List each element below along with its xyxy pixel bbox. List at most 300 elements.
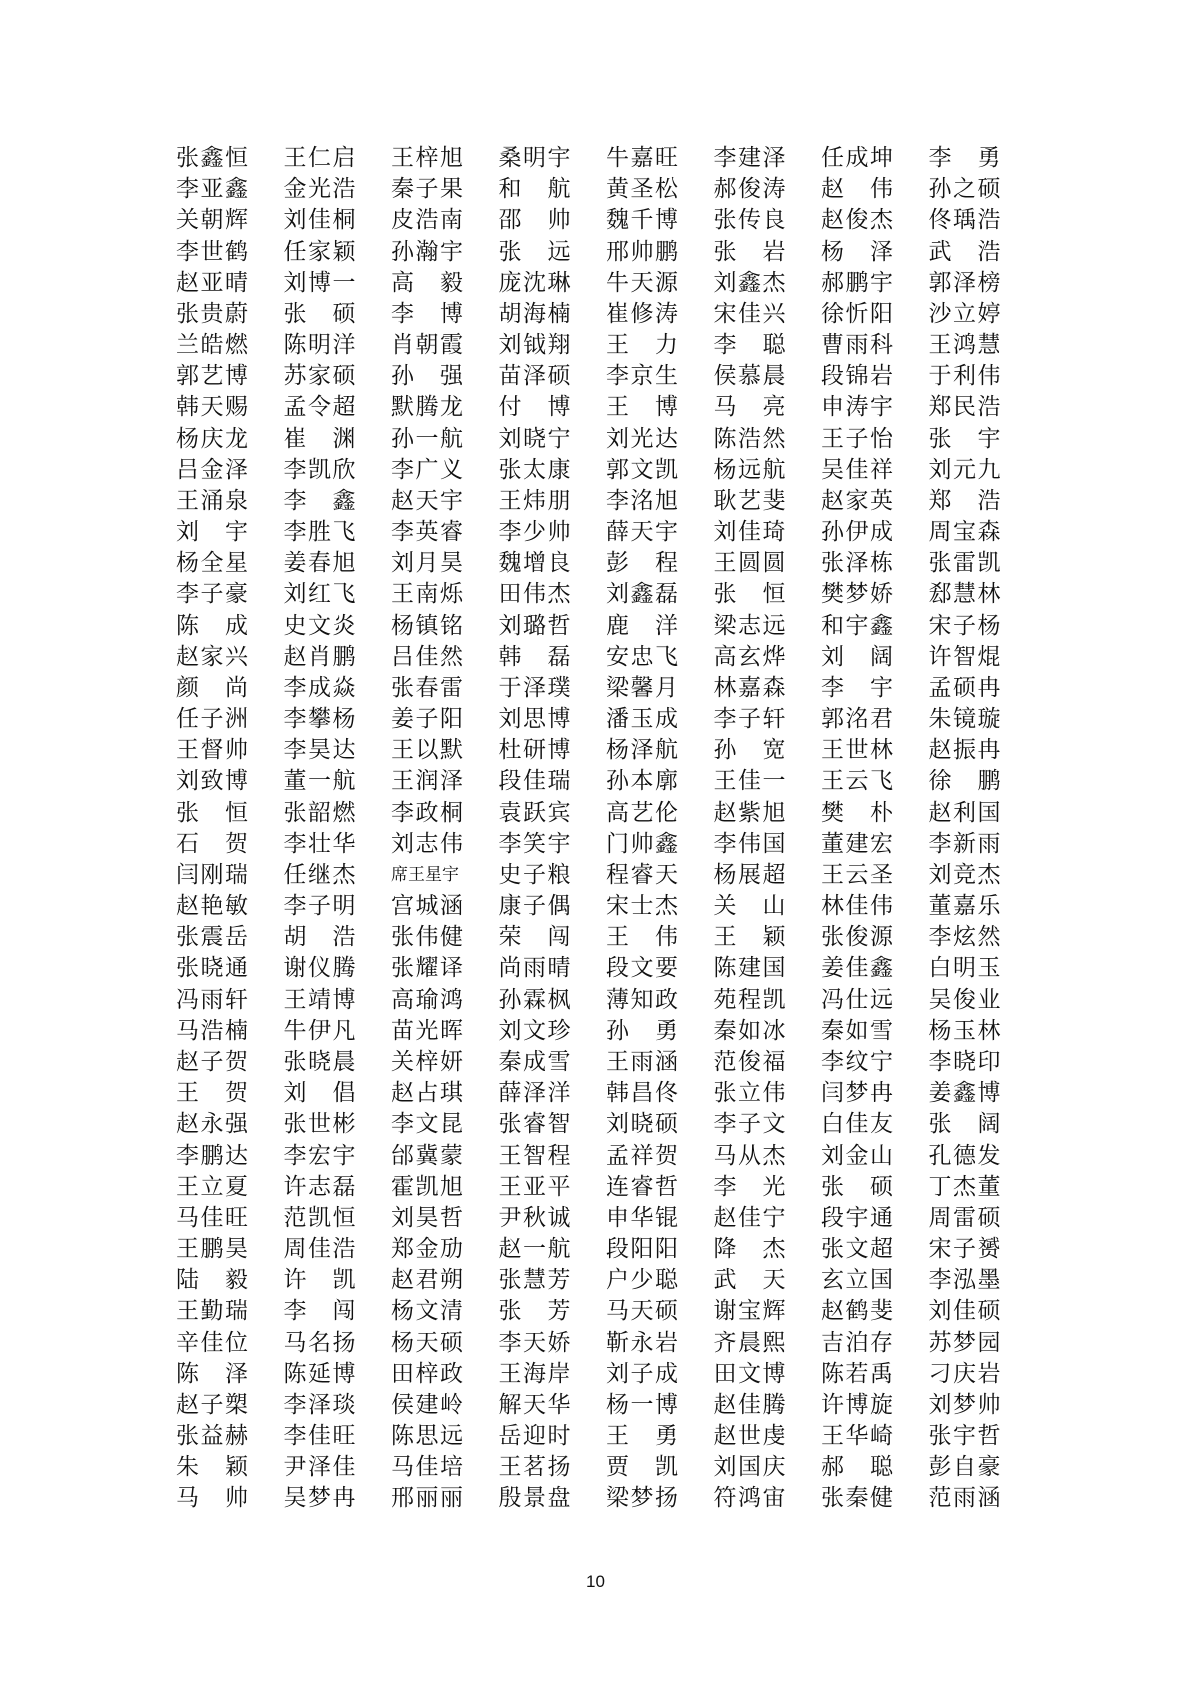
name-entry: 齐晨熙: [713, 1329, 786, 1356]
name-entry: 李新雨: [928, 830, 1001, 857]
name-entry: 魏增良: [498, 550, 571, 577]
name-entry: 许 凯: [283, 1267, 356, 1294]
name-entry: 孟令超: [283, 394, 356, 421]
name-entry: 刘文珍: [498, 1017, 571, 1044]
name-entry: 张韶燃: [283, 799, 356, 826]
name-entry: 金光浩: [283, 176, 356, 203]
name-entry: 周佳浩: [283, 1236, 356, 1263]
name-entry: 申涛宇: [821, 394, 893, 421]
name-entry: 任家颖: [283, 238, 356, 265]
name-entry: 杨镇铭: [391, 612, 463, 639]
name-entry: 王勤瑞: [176, 1298, 248, 1325]
name-entry: 姜佳鑫: [821, 955, 893, 982]
name-entry: 赵佳宁: [713, 1204, 786, 1231]
name-entry: 张 芳: [498, 1298, 571, 1325]
name-entry: 邵 帅: [498, 207, 571, 234]
name-entry: 邢帅鹏: [606, 238, 678, 265]
name-entry: 刘红飞: [283, 581, 356, 608]
name-entry: 孔德发: [928, 1142, 1001, 1169]
name-entry: 王鸿慧: [928, 332, 1001, 359]
name-entry: 刘晓硕: [606, 1111, 678, 1138]
name-entry: 杨 泽: [821, 238, 893, 265]
name-entry: 李 博: [391, 300, 463, 327]
name-entry: 肖朝霞: [391, 332, 463, 359]
name-entry: 胡海楠: [498, 300, 571, 327]
name-entry: 李天娇: [498, 1329, 571, 1356]
name-entry: 张慧芳: [498, 1267, 571, 1294]
name-entry: 张 恒: [713, 581, 786, 608]
name-entry: 康子偶: [498, 893, 571, 920]
name-entry: 赵子贺: [176, 1048, 248, 1075]
name-entry: 刘月昊: [391, 550, 463, 577]
name-entry: 吕佳然: [391, 643, 463, 670]
name-entry: 李子豪: [176, 581, 248, 608]
name-entry: 段锦岩: [821, 363, 893, 390]
name-entry: 袁跃宾: [498, 799, 571, 826]
name-entry: 苑程凯: [713, 986, 786, 1013]
name-entry: 崔 渊: [283, 425, 356, 452]
name-entry: 张 恒: [176, 799, 248, 826]
name-entry: 王 勇: [606, 1423, 678, 1450]
name-entry: 连睿哲: [606, 1173, 678, 1200]
name-entry: 张睿智: [498, 1111, 571, 1138]
name-entry: 高 毅: [391, 269, 463, 296]
name-entry: 和 航: [498, 176, 571, 203]
name-entry: 杨远航: [713, 456, 786, 483]
name-entry: 王炜朋: [498, 487, 571, 514]
name-entry: 赵占琪: [391, 1080, 463, 1107]
name-entry: 赵俊杰: [821, 207, 893, 234]
name-entry: 许智焜: [928, 643, 1001, 670]
name-entry: 杨庆龙: [176, 425, 248, 452]
name-entry: 张 宇: [928, 425, 1001, 452]
name-entry: 段文要: [606, 955, 678, 982]
name-entry: 王润泽: [391, 768, 463, 795]
name-entry: 关朝辉: [176, 207, 248, 234]
name-entry: 孙 宽: [713, 737, 786, 764]
name-entry: 李广义: [391, 456, 463, 483]
name-entry: 刘思博: [498, 706, 571, 733]
name-entry: 李纹宁: [821, 1048, 893, 1075]
name-entry: 于泽璞: [498, 674, 571, 701]
name-entry: 尹泽佳: [283, 1454, 356, 1481]
name-entry: 郄慧林: [928, 581, 1001, 608]
name-entry: 郝鹏宇: [821, 269, 893, 296]
name-entry: 关 山: [713, 893, 786, 920]
name-entry: 张 阔: [928, 1111, 1001, 1138]
name-entry: 朱 颖: [176, 1454, 248, 1481]
name-entry: 高艺伦: [606, 799, 678, 826]
name-entry: 赵亚晴: [176, 269, 248, 296]
name-entry: 李子文: [713, 1111, 786, 1138]
name-entry: 任继杰: [283, 861, 356, 888]
name-entry: 郑民浩: [928, 394, 1001, 421]
name-entry: 刘金山: [821, 1142, 893, 1169]
name-entry: 王子怡: [821, 425, 893, 452]
name-entry: 李 光: [713, 1173, 786, 1200]
name-entry: 李 闯: [283, 1298, 356, 1325]
name-entry: 吴梦冉: [283, 1485, 356, 1512]
name-entry: 王仁启: [283, 145, 356, 171]
name-entry: 王智程: [498, 1142, 571, 1169]
name-entry: 王 力: [606, 332, 678, 359]
name-entry: 张震岳: [176, 924, 248, 951]
name-entry: 王梓旭: [391, 145, 463, 171]
name-entry: 王南烁: [391, 581, 463, 608]
name-entry: 杨玉林: [928, 1017, 1001, 1044]
name-entry: 李炫然: [928, 924, 1001, 951]
name-entry: 赵天宇: [391, 487, 463, 514]
name-entry: 薛天宇: [606, 519, 678, 546]
name-entry: 张秦健: [821, 1485, 893, 1512]
name-entry: 陈若禹: [821, 1360, 893, 1387]
name-entry: 侯建岭: [391, 1391, 463, 1418]
name-entry: 段阳阳: [606, 1236, 678, 1263]
name-entry: 王鹏昊: [176, 1236, 248, 1263]
name-entry: 苗光晖: [391, 1017, 463, 1044]
name-entry: 赵肖鹏: [283, 643, 356, 670]
name-entry: 李洺旭: [606, 487, 678, 514]
name-entry: 白佳友: [821, 1111, 893, 1138]
name-entry: 王立夏: [176, 1173, 248, 1200]
name-entry: 马 亮: [713, 394, 786, 421]
name-entry: 降 杰: [713, 1236, 786, 1263]
name-entry: 李壮华: [283, 830, 356, 857]
name-entry: 潘玉成: [606, 706, 678, 733]
name-entry: 刘竞杰: [928, 861, 1001, 888]
name-entry: 刘梦帅: [928, 1391, 1001, 1418]
name-entry: 彭自豪: [928, 1454, 1001, 1481]
name-entry: 刘博一: [283, 269, 356, 296]
name-entry: 薛泽洋: [498, 1080, 571, 1107]
name-entry: 韩昌佟: [606, 1080, 678, 1107]
name-entry: 李泓墨: [928, 1267, 1001, 1294]
name-entry: 邢丽丽: [391, 1485, 463, 1512]
name-entry: 李少帅: [498, 519, 571, 546]
name-entry: 谢仪腾: [283, 955, 356, 982]
name-entry: 张传良: [713, 207, 786, 234]
name-entry: 王 伟: [606, 924, 678, 951]
name-entry: 陈浩然: [713, 425, 786, 452]
name-entry: 孙之硕: [928, 176, 1001, 203]
name-entry: 赵鹤斐: [821, 1298, 893, 1325]
name-entry: 关梓妍: [391, 1048, 463, 1075]
name-entry: 杜研博: [498, 737, 571, 764]
name-entry: 史子粮: [498, 861, 571, 888]
name-entry: 朱镜璇: [928, 706, 1001, 733]
name-entry: 孙瀚宇: [391, 238, 463, 265]
name-entry: 樊梦娇: [821, 581, 893, 608]
name-entry: 陈延博: [283, 1360, 356, 1387]
name-entry: 刘国庆: [713, 1454, 786, 1481]
name-entry: 冯仕远: [821, 986, 893, 1013]
name-entry: 刁庆岩: [928, 1360, 1001, 1387]
name-entry: 孙霖枫: [498, 986, 571, 1013]
name-entry: 刘晓宁: [498, 425, 571, 452]
name-entry: 马从杰: [713, 1142, 786, 1169]
name-entry: 赵一航: [498, 1236, 571, 1263]
name-entry: 赵紫旭: [713, 799, 786, 826]
name-entry: 颜 尚: [176, 674, 248, 701]
name-entry: 杨泽航: [606, 737, 678, 764]
name-entry: 梁梦扬: [606, 1485, 678, 1512]
name-entry: 李 聪: [713, 332, 786, 359]
name-entry: 宋子赟: [928, 1236, 1001, 1263]
name-entry: 郭艺博: [176, 363, 248, 390]
name-entry: 田梓政: [391, 1360, 463, 1387]
name-entry: 董嘉乐: [928, 893, 1001, 920]
name-entry: 林佳伟: [821, 893, 893, 920]
name-entry: 宫城涵: [391, 893, 463, 920]
name-entry: 张 岩: [713, 238, 786, 265]
name-entry: 席王星宇: [391, 864, 459, 885]
name-entry: 秦成雪: [498, 1048, 571, 1075]
name-entry: 刘 倡: [283, 1080, 356, 1107]
name-entry: 王靖博: [283, 986, 356, 1013]
name-entry: 张春雷: [391, 674, 463, 701]
name-entry: 姜子阳: [391, 706, 463, 733]
name-entry: 孙 强: [391, 363, 463, 390]
name-entry: 尹秋诚: [498, 1204, 571, 1231]
name-entry: 范俊福: [713, 1048, 786, 1075]
name-entry: 殷景盘: [498, 1485, 571, 1512]
name-entry: 樊 朴: [821, 799, 893, 826]
name-entry: 张俊源: [821, 924, 893, 951]
name-entry: 李世鹤: [176, 238, 248, 265]
name-entry: 林嘉森: [713, 674, 786, 701]
name-entry: 高玄烨: [713, 643, 786, 670]
name-entry: 刘 阔: [821, 643, 893, 670]
name-entry: 牛伊凡: [283, 1017, 356, 1044]
name-entry: 王茗扬: [498, 1454, 571, 1481]
name-entry: 崔修涛: [606, 300, 678, 327]
name-entry: 李晓印: [928, 1048, 1001, 1075]
name-entry: 刘钺翔: [498, 332, 571, 359]
name-entry: 刘光达: [606, 425, 678, 452]
name-entry: 张宇哲: [928, 1423, 1001, 1450]
name-entry: 曹雨科: [821, 332, 893, 359]
name-entry: 孙伊成: [821, 519, 893, 546]
name-entry: 李建泽: [713, 145, 786, 171]
name-entry: 田文博: [713, 1360, 786, 1387]
name-entry: 白明玉: [928, 955, 1001, 982]
name-entry: 辛佳位: [176, 1329, 248, 1356]
name-entry: 王世林: [821, 737, 893, 764]
name-entry: 佟瑀浩: [928, 207, 1001, 234]
name-entry: 段佳瑞: [498, 768, 571, 795]
name-entry: 宋佳兴: [713, 300, 786, 327]
name-entry: 吴佳祥: [821, 456, 893, 483]
name-entry: 石 贺: [176, 830, 248, 857]
name-entry: 李子轩: [713, 706, 786, 733]
name-entry: 田伟杰: [498, 581, 571, 608]
name-entry: 杨天硕: [391, 1329, 463, 1356]
name-entry: 张贵蔚: [176, 300, 248, 327]
name-entry: 梁馨月: [606, 674, 678, 701]
name-entry: 魏千博: [606, 207, 678, 234]
name-entry: 周雷硕: [928, 1204, 1001, 1231]
name-entry: 宋士杰: [606, 893, 678, 920]
name-entry: 李成焱: [283, 674, 356, 701]
name-entry: 梁志远: [713, 612, 786, 639]
name-entry: 秦如雪: [821, 1017, 893, 1044]
name-entry: 马天硕: [606, 1298, 678, 1325]
name-entry: 陆 毅: [176, 1267, 248, 1294]
name-entry: 杨一博: [606, 1391, 678, 1418]
name-entry: 韩 磊: [498, 643, 571, 670]
name-entry: 刘佳琦: [713, 519, 786, 546]
name-entry: 马佳旺: [176, 1204, 248, 1231]
name-entry: 苏家硕: [283, 363, 356, 390]
name-entry: 张 远: [498, 238, 571, 265]
name-entry: 谢宝辉: [713, 1298, 786, 1325]
name-entry: 鹿 洋: [606, 612, 678, 639]
name-entry: 刘志伟: [391, 830, 463, 857]
name-entry: 王云飞: [821, 768, 893, 795]
name-entry: 张鑫恒: [176, 145, 248, 171]
name-entry: 郭泽榜: [928, 269, 1001, 296]
name-entry: 郑金劢: [391, 1236, 463, 1263]
name-entry: 王亚平: [498, 1173, 571, 1200]
name-entry: 王华崎: [821, 1423, 893, 1450]
name-entry: 马名扬: [283, 1329, 356, 1356]
name-entry: 李伟国: [713, 830, 786, 857]
name-entry: 牛嘉旺: [606, 145, 678, 171]
name-entry: 王督帅: [176, 737, 248, 764]
name-entry: 王涌泉: [176, 487, 248, 514]
name-entry: 张耀译: [391, 955, 463, 982]
name-entry: 兰皓燃: [176, 332, 248, 359]
name-entry: 武 天: [713, 1267, 786, 1294]
name-entry: 孟祥贺: [606, 1142, 678, 1169]
name-entry: 皮浩南: [391, 207, 463, 234]
name-entry: 郭文凯: [606, 456, 678, 483]
name-entry: 王雨涵: [606, 1048, 678, 1075]
name-entry: 段宇通: [821, 1204, 893, 1231]
name-entry: 李凯欣: [283, 456, 356, 483]
name-entry: 秦子果: [391, 176, 463, 203]
name-entry: 刘元九: [928, 456, 1001, 483]
name-entry: 李 宇: [821, 674, 893, 701]
name-entry: 郑 浩: [928, 487, 1001, 514]
name-entry: 尚雨晴: [498, 955, 571, 982]
name-entry: 张晓晨: [283, 1048, 356, 1075]
name-entry: 陈 泽: [176, 1360, 248, 1387]
name-entry: 许志磊: [283, 1173, 356, 1200]
name-entry: 赵佳腾: [713, 1391, 786, 1418]
name-entry: 刘子成: [606, 1360, 678, 1387]
page-number: 10: [586, 1572, 605, 1591]
name-entry: 黄圣松: [606, 176, 678, 203]
name-entry: 李英睿: [391, 519, 463, 546]
name-entry: 张文超: [821, 1236, 893, 1263]
name-entry: 苗泽硕: [498, 363, 571, 390]
name-entry: 张益赫: [176, 1423, 248, 1450]
name-entry: 闫梦冉: [821, 1080, 893, 1107]
name-entry: 陈 成: [176, 612, 248, 639]
name-entry: 李佳旺: [283, 1423, 356, 1450]
name-entry: 门帅鑫: [606, 830, 678, 857]
name-list-grid: [176, 143, 1026, 1515]
name-entry: 任子洲: [176, 706, 248, 733]
name-entry: 赵振冉: [928, 737, 1001, 764]
name-entry: 陈思远: [391, 1423, 463, 1450]
name-entry: 郝 聪: [821, 1454, 893, 1481]
name-entry: 赵家兴: [176, 643, 248, 670]
name-entry: 赵 伟: [821, 176, 893, 203]
name-entry: 王云圣: [821, 861, 893, 888]
name-entry: 王 颖: [713, 924, 786, 951]
name-entry: 杨全星: [176, 550, 248, 577]
name-entry: 李政桐: [391, 799, 463, 826]
name-entry: 郝俊涛: [713, 176, 786, 203]
name-entry: 于利伟: [928, 363, 1001, 390]
name-entry: 赵世虔: [713, 1423, 786, 1450]
name-entry: 周宝森: [928, 519, 1001, 546]
name-entry: 刘璐哲: [498, 612, 571, 639]
name-entry: 吉泊存: [821, 1329, 893, 1356]
name-entry: 马浩楠: [176, 1017, 248, 1044]
name-entry: 董一航: [283, 768, 356, 795]
name-entry: 刘鑫杰: [713, 269, 786, 296]
name-entry: 张 硕: [283, 300, 356, 327]
name-entry: 张太康: [498, 456, 571, 483]
name-entry: 李 鑫: [283, 487, 356, 514]
name-entry: 冯雨轩: [176, 986, 248, 1013]
name-entry: 董建宏: [821, 830, 893, 857]
name-entry: 王佳一: [713, 768, 786, 795]
name-entry: 李子明: [283, 893, 356, 920]
name-entry: 王 博: [606, 394, 678, 421]
name-entry: 丁杰董: [928, 1173, 1001, 1200]
name-entry: 姜鑫博: [928, 1080, 1001, 1107]
name-entry: 庞沈琳: [498, 269, 571, 296]
name-entry: 张晓通: [176, 955, 248, 982]
name-entry: 赵家英: [821, 487, 893, 514]
name-entry: 范凯恒: [283, 1204, 356, 1231]
name-entry: 刘致博: [176, 768, 248, 795]
name-entry: 徐忻阳: [821, 300, 893, 327]
name-entry: 薄知政: [606, 986, 678, 1013]
name-entry: 玄立国: [821, 1267, 893, 1294]
name-entry: 刘鑫磊: [606, 581, 678, 608]
name-entry: 任成坤: [821, 145, 893, 171]
name-entry: 郭洺君: [821, 706, 893, 733]
name-entry: 张立伟: [713, 1080, 786, 1107]
name-entry: 胡 浩: [283, 924, 356, 951]
name-entry: 张伟健: [391, 924, 463, 951]
name-entry: 耿艺斐: [713, 487, 786, 514]
name-entry: 孙一航: [391, 425, 463, 452]
name-entry: 许博旋: [821, 1391, 893, 1418]
name-entry: 户少聪: [606, 1267, 678, 1294]
name-entry: 张 硕: [821, 1173, 893, 1200]
name-entry: 秦如冰: [713, 1017, 786, 1044]
name-entry: 符鸿宙: [713, 1485, 786, 1512]
name-entry: 李宏宇: [283, 1142, 356, 1169]
name-entry: 刘 宇: [176, 519, 248, 546]
name-entry: 赵艳敏: [176, 893, 248, 920]
name-entry: 王 贺: [176, 1080, 248, 1107]
name-entry: 范雨涵: [928, 1485, 1001, 1512]
name-entry: 孟硕冉: [928, 674, 1001, 701]
name-entry: 申华锟: [606, 1204, 678, 1231]
name-entry: 沙立婷: [928, 300, 1001, 327]
name-entry: 高瑜鸿: [391, 986, 463, 1013]
name-entry: 杨展超: [713, 861, 786, 888]
name-entry: 牛天源: [606, 269, 678, 296]
name-entry: 李文昆: [391, 1111, 463, 1138]
